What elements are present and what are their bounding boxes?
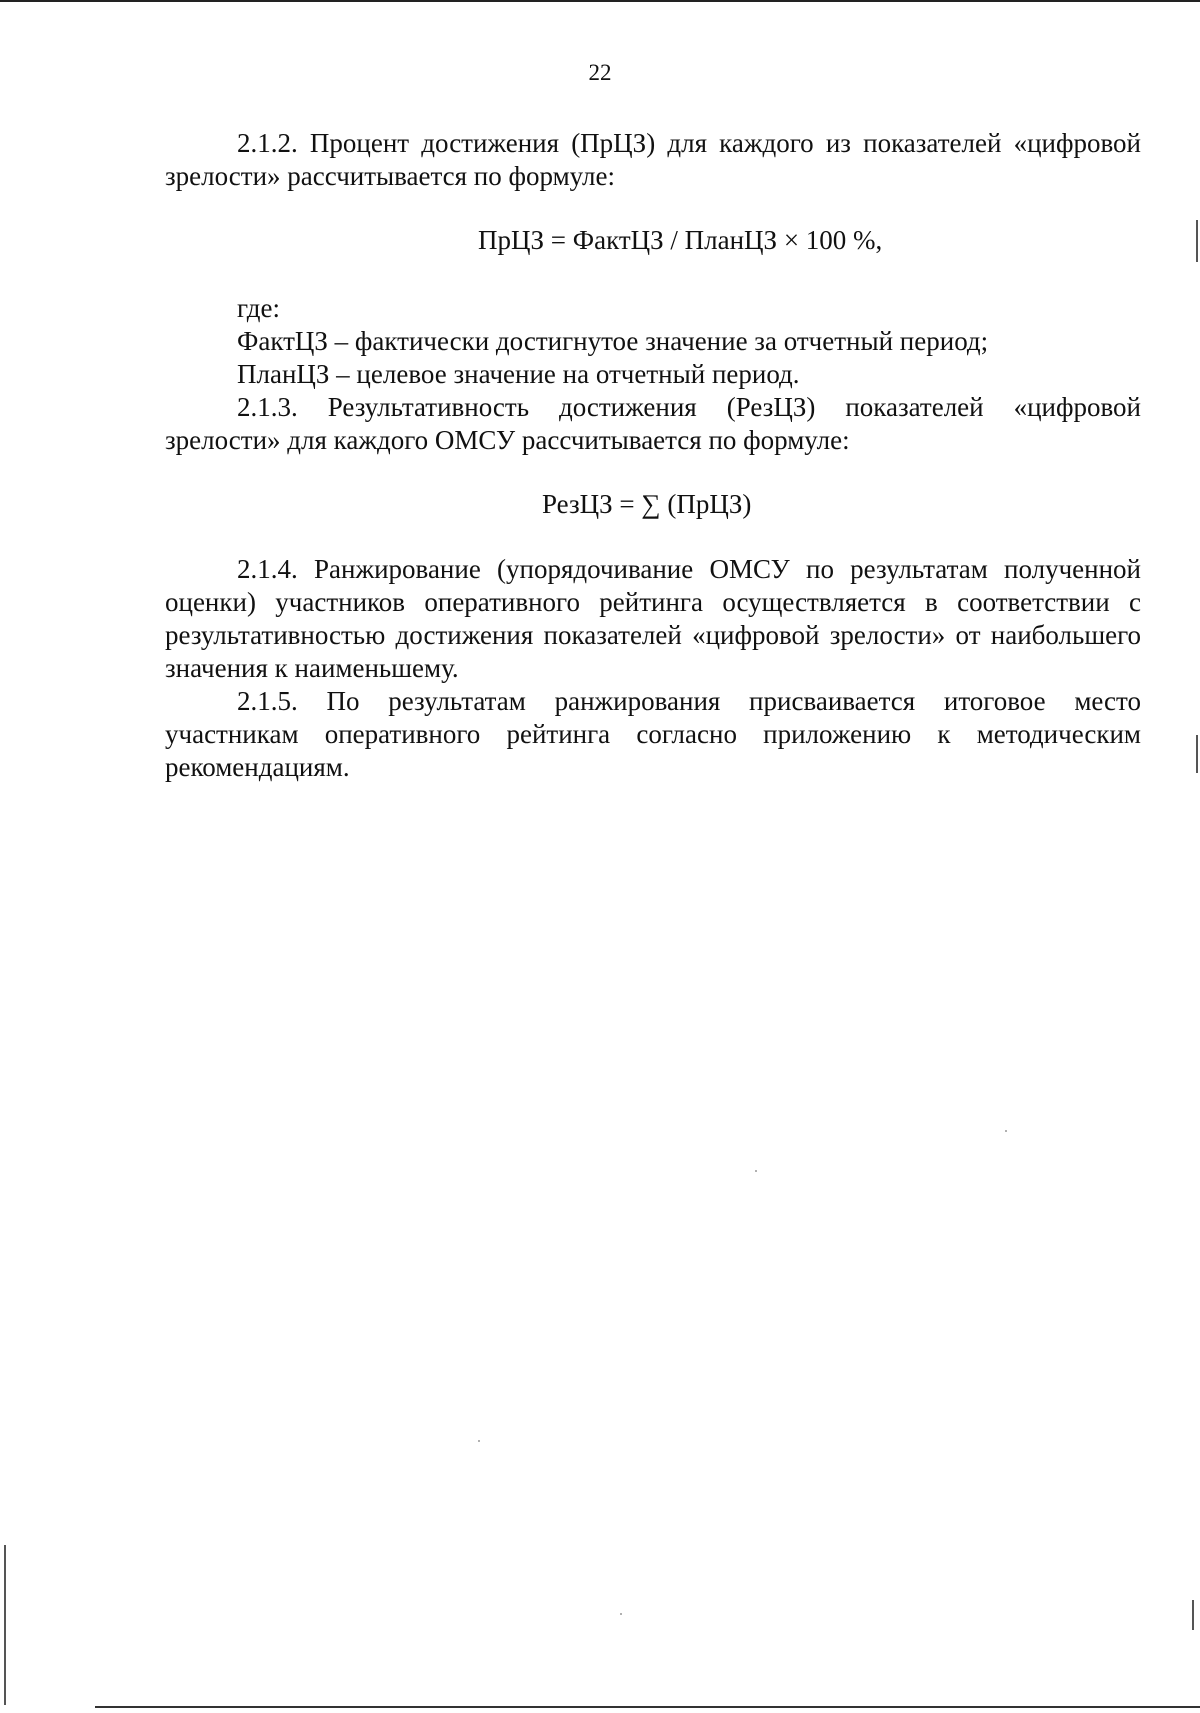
section-2-1-2 bbox=[165, 127, 1141, 193]
scan-speck bbox=[755, 1170, 757, 1172]
paragraph-2-1-3: 2.1.3. Результативность достижения (РезЦЗ) показателей «цифровой зрелости» для каждого ОМСУ рассчитывается по формуле: bbox=[165, 392, 1141, 455]
definition-plan: ПланЦЗ – целевое значение на отчетный период. bbox=[237, 359, 800, 389]
scan-edge-mark bbox=[1196, 220, 1198, 262]
definition-fact: ФактЦЗ – фактически достигнутое значение за отчетный период; bbox=[237, 326, 989, 356]
scan-edge-mark bbox=[1196, 735, 1198, 773]
formula-result-sum: РезЦЗ = ∑ (ПрЦЗ) bbox=[542, 489, 752, 519]
scan-speck bbox=[478, 1440, 480, 1442]
paragraph-2-1-2: 2.1.2. Процент достижения (ПрЦЗ) для каждого из показателей «цифровой зрелости» рассчитывается по формуле: bbox=[165, 128, 1141, 191]
section-2-1-4-5 bbox=[165, 553, 1141, 784]
paragraph-2-1-4: 2.1.4. Ранжирование (упорядочивание ОМСУ по результатам полученной оценки) участников оперативного рейтинга осуществляется в соответствии с результативностью достижения показателей «цифровой зрелости» от наибольшего значения к наименьшему. bbox=[165, 554, 1141, 683]
scan-edge-mark bbox=[4, 1545, 6, 1705]
scan-speck bbox=[1005, 1130, 1007, 1132]
scan-speck bbox=[620, 1613, 622, 1615]
paragraph-2-1-5: 2.1.5. По результатам ранжирования присваивается итоговое место участникам оперативного рейтинга согласно приложению к методическим рекомендациям. bbox=[165, 686, 1141, 782]
page-number: 22 bbox=[588, 60, 612, 85]
scan-bottom-border bbox=[95, 1706, 1200, 1708]
definitions-block bbox=[165, 292, 1141, 457]
formula-percent-achievement: ПрЦЗ = ФактЦЗ / ПланЦЗ × 100 %, bbox=[478, 225, 883, 255]
scan-edge-mark bbox=[1192, 1600, 1194, 1630]
where-label: где: bbox=[237, 293, 280, 323]
scan-top-border bbox=[0, 0, 1200, 2]
